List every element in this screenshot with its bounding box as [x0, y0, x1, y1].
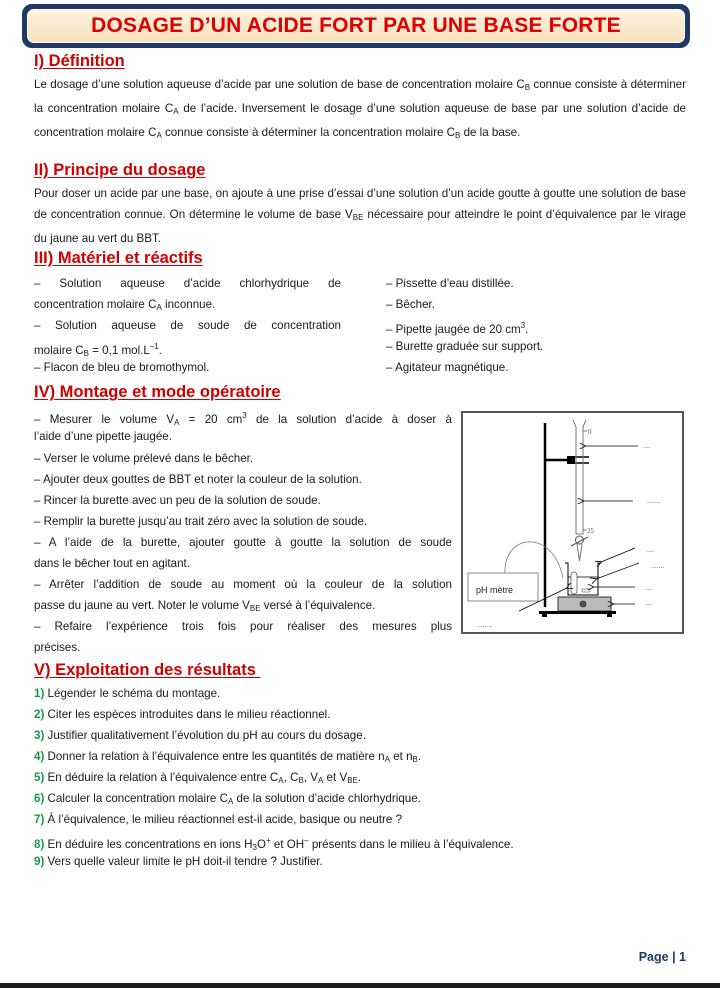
text: versé à l’équivalence.: [260, 599, 376, 612]
question-text: En déduire la relation à l’équivalence entre C: [47, 771, 279, 784]
superscript: 3: [242, 411, 247, 420]
titration-setup-diagram: [461, 411, 684, 634]
question-number: 9): [34, 855, 45, 868]
text: de la solution d’acide à doser à: [246, 413, 452, 426]
subscript: A: [156, 303, 162, 312]
materiel-item-becher: – Bêcher.: [386, 298, 435, 311]
montage-step-8-line2: précises.: [34, 641, 81, 654]
text: inconnue.: [161, 298, 216, 311]
montage-step-7-line2: [34, 596, 375, 620]
question-1: [34, 684, 220, 705]
definition-text-2: connue consiste à déterminer la concentration molaire C: [34, 78, 686, 115]
definition-paragraph: [34, 74, 686, 146]
question-number: 4): [34, 750, 45, 763]
callout-arrow: [601, 548, 635, 562]
question-number: 3): [34, 729, 45, 742]
question-text: Justifier qualitativement l’évolution du pH au cours du dosage.: [47, 729, 366, 742]
callout-blank: ....: [645, 585, 653, 592]
question-number: 8): [34, 838, 45, 851]
question-text: Citer les espèces introduites dans le milieu réactionnel.: [47, 708, 331, 721]
burette-label-25: 25: [587, 527, 594, 535]
materiel-item-bbt: – Flacon de bleu de bromothymol.: [34, 361, 210, 374]
question-text: de la solution d’acide chlorhydrique.: [233, 792, 421, 805]
subscript: A: [174, 418, 180, 427]
montage-step-6-line2: dans le bêcher tout en agitant.: [34, 557, 190, 570]
question-text: .: [417, 750, 422, 763]
question-text: Calculer la concentration molaire C: [47, 792, 228, 805]
subscript: BE: [347, 776, 358, 785]
question-text: En déduire les concentrations en ions H: [47, 838, 253, 851]
callout-arrow: [596, 563, 639, 579]
question-text: et n: [389, 750, 413, 763]
subscript: A: [173, 107, 179, 116]
superscript: +: [265, 836, 271, 845]
diagram-svg: [463, 413, 682, 632]
principe-paragraph: [34, 183, 686, 249]
title-banner-inner: [27, 9, 685, 43]
page-number: Page | 1: [638, 950, 686, 964]
materiel-item-acid-line2: [34, 295, 215, 319]
subscript: A: [317, 776, 324, 785]
stand-base: [539, 611, 616, 614]
callout-blank: .......: [651, 563, 665, 570]
question-text: Donner la relation à l’équivalence entre les quantités de matière n: [47, 750, 385, 763]
subscript: A: [384, 755, 390, 764]
burette-tube: [573, 420, 586, 534]
text: = 20 cm: [179, 413, 243, 426]
subscript: B: [524, 83, 531, 92]
callout-blank: ........: [477, 622, 493, 629]
definition-text-3: de l’acide. Inversement le dosage d’une solution aqueuse de base par une solution d’acide de concentration molaire C: [34, 102, 687, 139]
subscript: BE: [352, 213, 364, 222]
title-banner: [22, 4, 690, 48]
question-7: [34, 810, 402, 831]
question-text: .: [357, 771, 362, 784]
superscript: –: [304, 836, 309, 845]
bottom-edge-bar: [0, 983, 720, 988]
question-number: 2): [34, 708, 45, 721]
principe-text-1: Pour doser un acide par une base, on ajoute à une prise d’essai d’une solution d’un acide goutte à goutte une solution de base de concentration connue. On détermine le volume de base V: [34, 187, 686, 221]
subscript: 3: [252, 843, 257, 852]
materiel-item-acid-line1: – Solution aqueuse d’acide chlorhydrique de: [34, 277, 341, 290]
question-9: [34, 852, 323, 873]
text: – Pipette jaugée de 20 cm: [386, 323, 521, 336]
subscript: A: [156, 131, 162, 140]
question-number: 6): [34, 792, 45, 805]
montage-step-1-line2: l’aide d’une pipette jaugée.: [34, 430, 172, 443]
superscript: 3: [520, 321, 526, 330]
question-text: À l’équivalence, le milieu réactionnel est-il acide, basique ou neutre ?: [47, 813, 403, 826]
question-number: 5): [34, 771, 45, 784]
stirrer-knob: [580, 601, 586, 607]
question-3: [34, 726, 366, 747]
montage-step-2: – Verser le volume prélevé dans le bêcher.: [34, 452, 254, 465]
materiel-item-burette: – Burette graduée sur support.: [386, 340, 544, 353]
text: = 0,1 mol.L: [88, 344, 150, 357]
subscript: B: [412, 755, 418, 764]
question-5: [34, 768, 361, 792]
question-text: présents dans le milieu à l’équivalence.: [308, 838, 514, 851]
stand-foot: [542, 614, 547, 617]
montage-step-8-line1: – Refaire l’expérience trois fois pour réaliser des mesures plus: [34, 620, 452, 633]
text: molaire C: [34, 344, 84, 357]
question-4: [34, 747, 421, 771]
text: passe du jaune au vert. Noter le volume V: [34, 599, 250, 612]
ph-electrode: [571, 572, 577, 594]
question-text: et V: [323, 771, 348, 784]
subscript: B: [298, 776, 304, 785]
question-text: Légender le schéma du montage.: [47, 687, 221, 700]
question-6: [34, 789, 421, 813]
heading-materiel: III) Matériel et réactifs: [34, 249, 203, 267]
heading-principe: II) Principe du dosage: [34, 161, 206, 179]
question-number: 1): [34, 687, 45, 700]
definition-text-1: Le dosage d’une solution aqueuse d’acide par une solution de base de concentration molaire C: [34, 78, 525, 91]
text: concentration molaire C: [34, 298, 157, 311]
definition-text-4: connue consiste à déterminer la concentration molaire C: [161, 126, 455, 139]
subscript: A: [278, 776, 284, 785]
subscript: A: [227, 797, 234, 806]
heading-definition: I) Définition: [34, 52, 125, 70]
subscript: B: [455, 131, 461, 140]
question-2: [34, 705, 330, 726]
callout-blank: ....: [647, 547, 655, 554]
subscript: B: [83, 349, 89, 358]
question-text: et OH: [270, 838, 305, 851]
page-title: DOSAGE D’UN ACIDE FORT PAR UNE BASE FORTE: [91, 14, 621, 37]
question-text: , C: [283, 771, 299, 784]
stir-bar: [582, 589, 590, 592]
callout-blank: ....: [643, 443, 651, 450]
callout-blank: .......: [647, 498, 661, 505]
burette-tip: [577, 544, 582, 561]
montage-step-7-line1: – Arrêter l’addition de soude au moment où la couleur de la solution: [34, 578, 452, 591]
montage-step-6-line1: – A l’aide de la burette, ajouter goutte à goutte la solution de soude: [34, 536, 452, 549]
montage-step-3: – Ajouter deux gouttes de BBT et noter la couleur de la solution.: [34, 473, 362, 486]
definition-text-5: de la base.: [460, 126, 521, 139]
materiel-item-agitateur: – Agitateur magnétique.: [386, 361, 509, 374]
montage-step-4: – Rincer la burette avec un peu de la solution de soude.: [34, 494, 321, 507]
question-text: Vers quelle valeur limite le pH doit-il tendre ? Justifier.: [47, 855, 323, 868]
materiel-item-soude-line1: – Solution aqueuse de soude de concentration: [34, 319, 341, 332]
question-text: , V: [303, 771, 318, 784]
superscript: –1: [149, 342, 159, 351]
text: .: [525, 323, 529, 336]
callout-blank: ....: [645, 600, 653, 607]
question-number: 7): [34, 813, 45, 826]
question-text: O: [256, 838, 266, 851]
ph-meter-label: pH mètre: [476, 585, 514, 595]
subscript: BE: [249, 604, 261, 613]
stand-foot: [607, 614, 612, 617]
burette-label-zero: 0: [588, 428, 592, 436]
materiel-item-pissette: – Pissette d’eau distillée.: [386, 277, 514, 290]
principe-text-2: nécessaire pour atteindre le point d’équivalence par le virage du jaune au vert du BBT.: [34, 208, 686, 245]
heading-montage: IV) Montage et mode opératoire: [34, 383, 281, 401]
heading-exploitation: V) Exploitation des résultats: [34, 661, 261, 679]
montage-step-5: – Remplir la burette jusqu’au trait zéro avec la solution de soude.: [34, 515, 368, 528]
text: – Mesurer le volume V: [34, 413, 175, 426]
text: .: [158, 344, 162, 357]
